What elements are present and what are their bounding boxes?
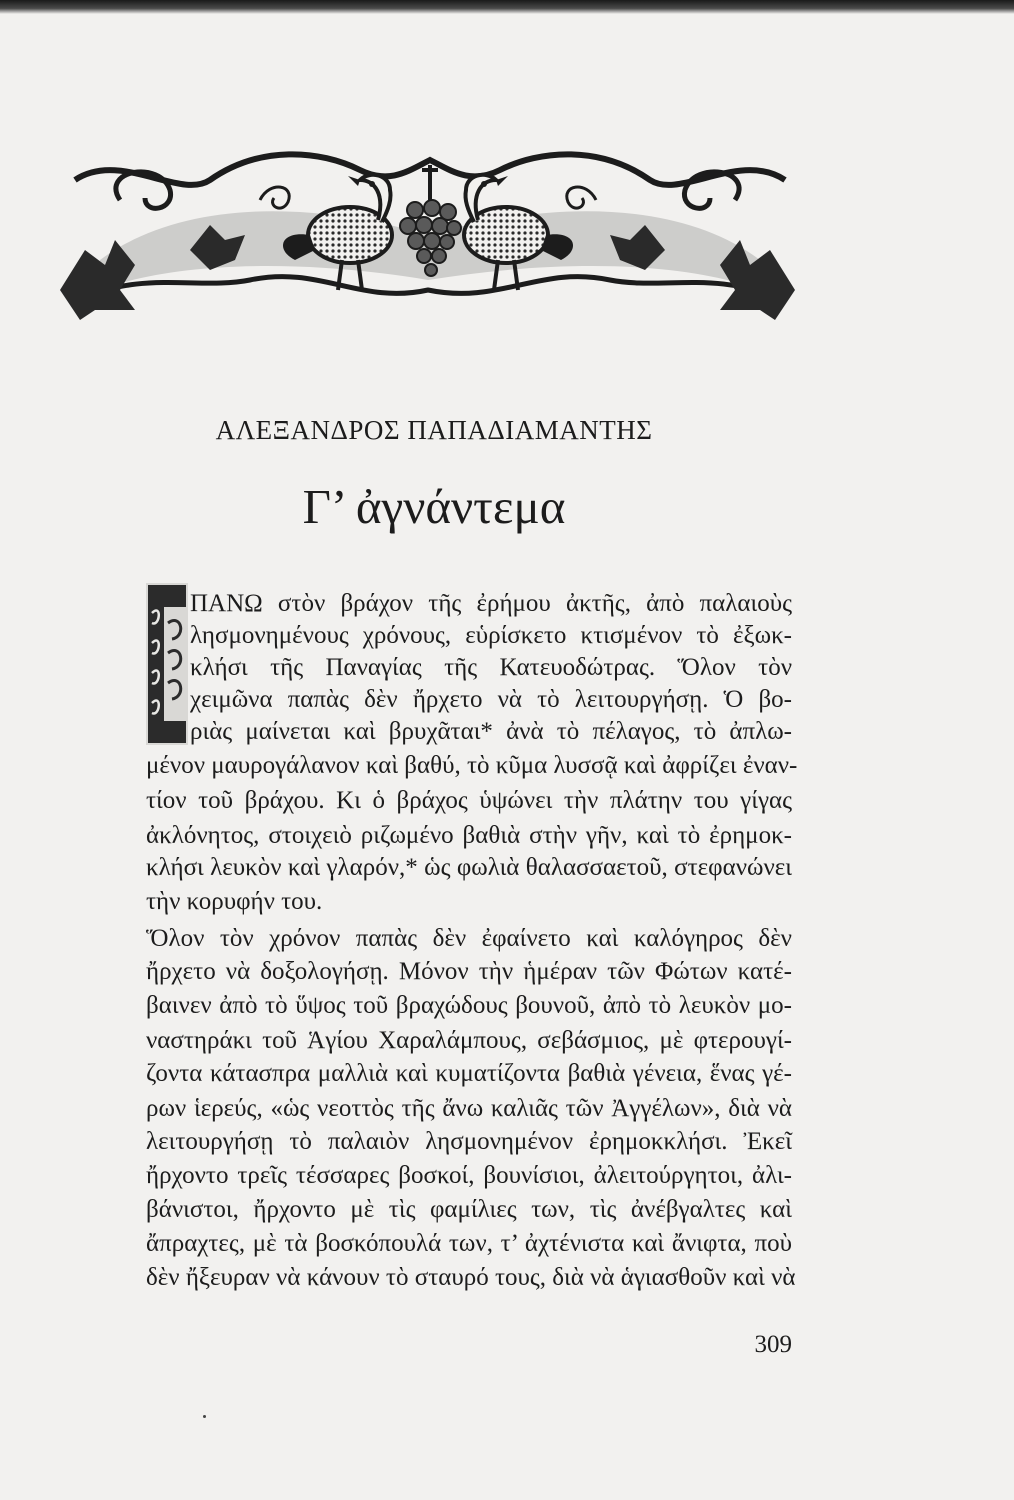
paragraph1-line-9: κλήσι λευκὸν καὶ γλαρόν,* ὡς φωλιὰ θαλασσαετοῦ, στεφανώνει [146, 854, 792, 881]
decorative-headpiece [60, 140, 795, 320]
paragraph2-line-4: ναστηράκι τοῦ Ἁγίου Χαραλάμπους, σεβάσμιος, μὲ φτερουγί- [146, 1027, 792, 1054]
paragraph1-line-10: τὴν κορυφήν του. [146, 888, 323, 915]
decorative-headpiece-icon [60, 140, 795, 320]
author-name: ΑΛΕΞΑΝΔΡΟΣ ΠΑΠΑΔΙΑΜΑΝΤΗΣ [215, 415, 653, 445]
paragraph2-line-11: δὲν ἤξευραν νὰ κάνουν τὸ σταυρό τους, διὰ νὰ ἁγιασθοῦν καὶ νὰ [146, 1264, 796, 1291]
illuminated-initial-icon [146, 583, 188, 745]
paragraph2-line-6: ρων ἱερεύς, «ὡς νεοττὸς τῆς ἄνω καλιᾶς τῶν Ἀγγέλων», διὰ νὰ [146, 1095, 792, 1122]
paragraph1-line-3: κλήσι τῆς Παναγίας τῆς Κατευοδώτρας. Ὅλον τὸν [190, 654, 792, 681]
chapter-title: Γ’ ἀγνάντεμα [302, 479, 566, 534]
paragraph1-line-7: τίον τοῦ βράχου. Κι ὁ βράχος ὑψώνει τὴν πλάτην του γίγας [146, 787, 792, 814]
page-number: 309 [754, 1331, 792, 1358]
scan-edge-shadow [0, 0, 1014, 14]
paragraph1-line-2: λησμονημένους χρόνους, εὑρίσκετο κτισμένον τὸ ἐξωκ- [190, 622, 792, 649]
paragraph1-line-5: ριὰς μαίνεται καὶ βρυχᾶται* ἀνὰ τὸ πέλαγος, τὸ ἀπλω- [190, 718, 792, 745]
paragraph2-line-9: βάνιστοι, ἤρχοντο μὲ τὶς φαμίλιες των, τὶς ἀνέβγαλτες καὶ [146, 1196, 792, 1223]
paragraph1-line-4: χειμῶνα παπὰς δὲν ἤρχετο νὰ τὸ λειτουργήσῃ. Ὁ βο- [190, 686, 792, 713]
paragraph1-line-8: ἀκλόνητος, στοιχειὸ ριζωμένο βαθιὰ στὴν γῆν, καὶ τὸ ἐρημοκ- [146, 822, 792, 849]
scan-speck [203, 1415, 206, 1418]
drop-cap [146, 583, 188, 745]
paragraph2-line-7: λειτουργήσῃ τὸ παλαιὸν λησμονημένον ἐρημοκκλήσι. Ἐκεῖ [146, 1128, 792, 1155]
paragraph2-line-2: ἤρχετο νὰ δοξολογήσῃ. Μόνον τὴν ἡμέραν τῶν Φώτων κατέ- [146, 958, 792, 985]
paragraph2-line-10: ἄπραχτες, μὲ τὰ βοσκόπουλά των, τ’ ἀχτένιστα καὶ ἄνιφτα, ποὺ [146, 1230, 792, 1257]
paragraph2-line-8: ἤρχοντο τρεῖς τέσσαρες βοσκοί, βουνίσιοι, ἀλειτούργητοι, ἀλι- [146, 1162, 792, 1189]
paragraph1-line-6: μένον μαυρογάλανον καὶ βαθύ, τὸ κῦμα λυσσᾷ καὶ ἀφρίζει ἐναν- [146, 752, 798, 779]
paragraph2-line-3: βαινεν ἀπὸ τὸ ὕψος τοῦ βραχώδους βουνοῦ, ἀπὸ τὸ λευκὸν μο- [146, 992, 792, 1019]
paragraph2-line-5: ζοντα κάτασπρα μαλλιὰ καὶ κυματίζοντα βαθιὰ γένεια, ἕνας γέ- [146, 1060, 792, 1087]
paragraph1-line-1: ΠΑΝΩ στὸν βράχον τῆς ἐρήμου ἀκτῆς, ἀπὸ παλαιοὺς [190, 590, 792, 617]
paragraph2-line-1: Ὅλον τὸν χρόνον παπὰς δὲν ἐφαίνετο καὶ καλόγηρος δὲν [146, 925, 792, 952]
